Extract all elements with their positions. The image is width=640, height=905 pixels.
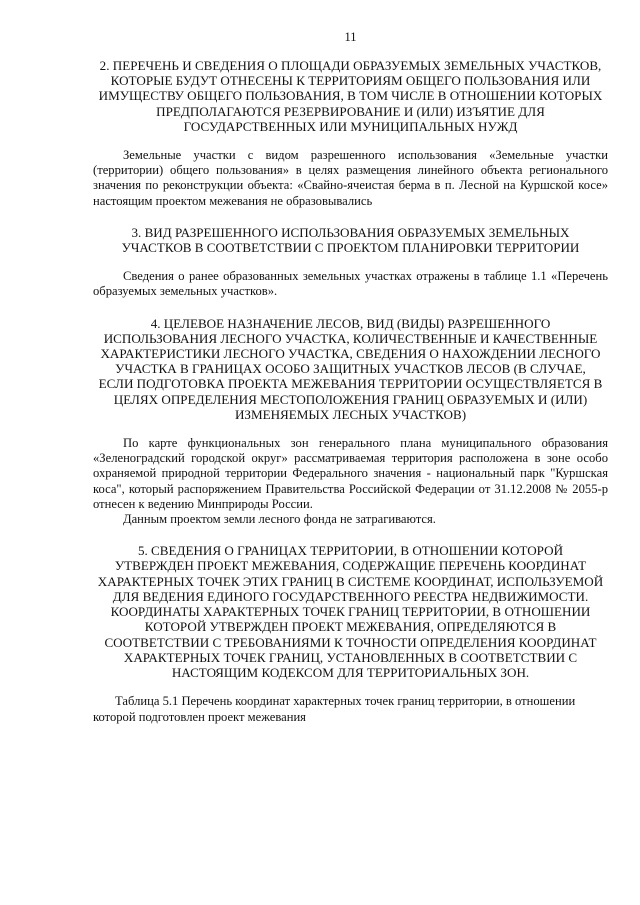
- section-4-paragraph: По карте функциональных зон генерального плана муниципального образования «Зеленоградский городской округ» рассматриваемая территория расположена в зоне особо охраняемой природной территории Федерального значения - национальный парк "Куршская коса", который распоряжением Правительства Российской Федерации от 31.12.2008 № 2055-р отнесен к ведению Минприроды России.: [93, 436, 608, 511]
- section-3-heading: 3. ВИД РАЗРЕШЕННОГО ИСПОЛЬЗОВАНИЯ ОБРАЗУЕМЫХ ЗЕМЕЛЬНЫХ УЧАСТКОВ В СООТВЕТСТВИИ С ПРОЕКТОМ ПЛАНИРОВКИ ТЕРРИТОРИИ: [121, 224, 580, 256]
- section-2-paragraph: Земельные участки с видом разрешенного использования «Земельные участки (территории) общего пользования» в целях размещения линейного объекта регионального значения по реконструкции объекта: «Свайно-ячеистая берма в п. Лесной на Куршской косе» настоящим проектом межевания не образовывались: [93, 148, 608, 208]
- section-4-heading: 4. ЦЕЛЕВОЕ НАЗНАЧЕНИЕ ЛЕСОВ, ВИД (ВИДЫ) РАЗРЕШЕННОГО ИСПОЛЬЗОВАНИЯ ЛЕСНОГО УЧАСТКА, КОЛИЧЕСТВЕННЫЕ И КАЧЕСТВЕННЫЕ ХАРАКТЕРИСТИКИ ЛЕСНОГО УЧАСТКА, СВЕДЕНИЯ О НАХОЖДЕНИИ ЛЕСНОГО УЧАСТКА В ГРАНИЦАХ ОСОБО ЗАЩИТНЫХ УЧАСТКОВ ЛЕСОВ (В СЛУЧАЕ, ЕСЛИ ПОДГОТОВКА ПРОЕКТА МЕЖЕВАНИЯ ТЕРРИТОРИИ ОСУЩЕСТВЛЯЕТСЯ В ЦЕЛЯХ ОПРЕДЕЛЕНИЯ МЕСТОПОЛОЖЕНИЯ ГРАНИЦ ОБРАЗУЕМЫХ И (ИЛИ) ИЗМЕНЯЕМЫХ ЛЕСНЫХ УЧАСТКОВ): [98, 315, 603, 422]
- section-3-paragraph: Сведения о ранее образованных земельных участках отражены в таблице 1.1 «Перечень образуемых земельных участков».: [93, 269, 608, 299]
- section-2-heading: 2. ПЕРЕЧЕНЬ И СВЕДЕНИЯ О ПЛОЩАДИ ОБРАЗУЕМЫХ ЗЕМЕЛЬНЫХ УЧАСТКОВ, КОТОРЫЕ БУДУТ ОТНЕСЕНЫ К ТЕРРИТОРИЯМ ОБЩЕГО ПОЛЬЗОВАНИЯ ИЛИ ИМУЩЕСТВУ ОБЩЕГО ПОЛЬЗОВАНИЯ, В ТОМ ЧИСЛЕ В ОТНОШЕНИИ КОТОРЫХ ПРЕДПОЛАГАЮТСЯ РЕЗЕРВИРОВАНИЕ И (ИЛИ) ИЗЪЯТИЕ ДЛЯ ГОСУДАРСТВЕННЫХ ИЛИ МУНИЦИПАЛЬНЫХ НУЖД: [98, 58, 603, 134]
- section-5-heading: 5. СВЕДЕНИЯ О ГРАНИЦАХ ТЕРРИТОРИИ, В ОТНОШЕНИИ КОТОРОЙ УТВЕРЖДЕН ПРОЕКТ МЕЖЕВАНИЯ, СОДЕРЖАЩИЕ ПЕРЕЧЕНЬ КООРДИНАТ ХАРАКТЕРНЫХ ТОЧЕК ЭТИХ ГРАНИЦ В СИСТЕМЕ КООРДИНАТ, ИСПОЛЬЗУЕМОЙ ДЛЯ ВЕДЕНИЯ ЕДИНОГО ГОСУДАРСТВЕННОГО РЕЕСТРА НЕДВИЖИМОСТИ. КООРДИНАТЫ ХАРАКТЕРНЫХ ТОЧЕК ГРАНИЦ ТЕРРИТОРИИ, В ОТНОШЕНИИ КОТОРОЙ УТВЕРЖДЕН ПРОЕКТ МЕЖЕВАНИЯ, ОПРЕДЕЛЯЮТСЯ В СООТВЕТСТВИИ С ТРЕБОВАНИЯМИ К ТОЧНОСТИ ОПРЕДЕЛЕНИЯ КООРДИНАТ ХАРАКТЕРНЫХ ТОЧЕК ГРАНИЦ, УСТАНОВЛЕННЫХ В СООТВЕТСТВИИ С НАСТОЯЩИМ КОДЕКСОМ ДЛЯ ТЕРРИТОРИАЛЬНЫХ ЗОН.: [97, 543, 604, 680]
- page-number: 11: [344, 30, 357, 44]
- table-caption: Таблица 5.1 Перечень координат характерных точек границ территории, в отношении которой подготовлен проект межевания: [93, 694, 576, 724]
- section-4-note: Данным проектом земли лесного фонда не затрагиваются.: [123, 512, 436, 527]
